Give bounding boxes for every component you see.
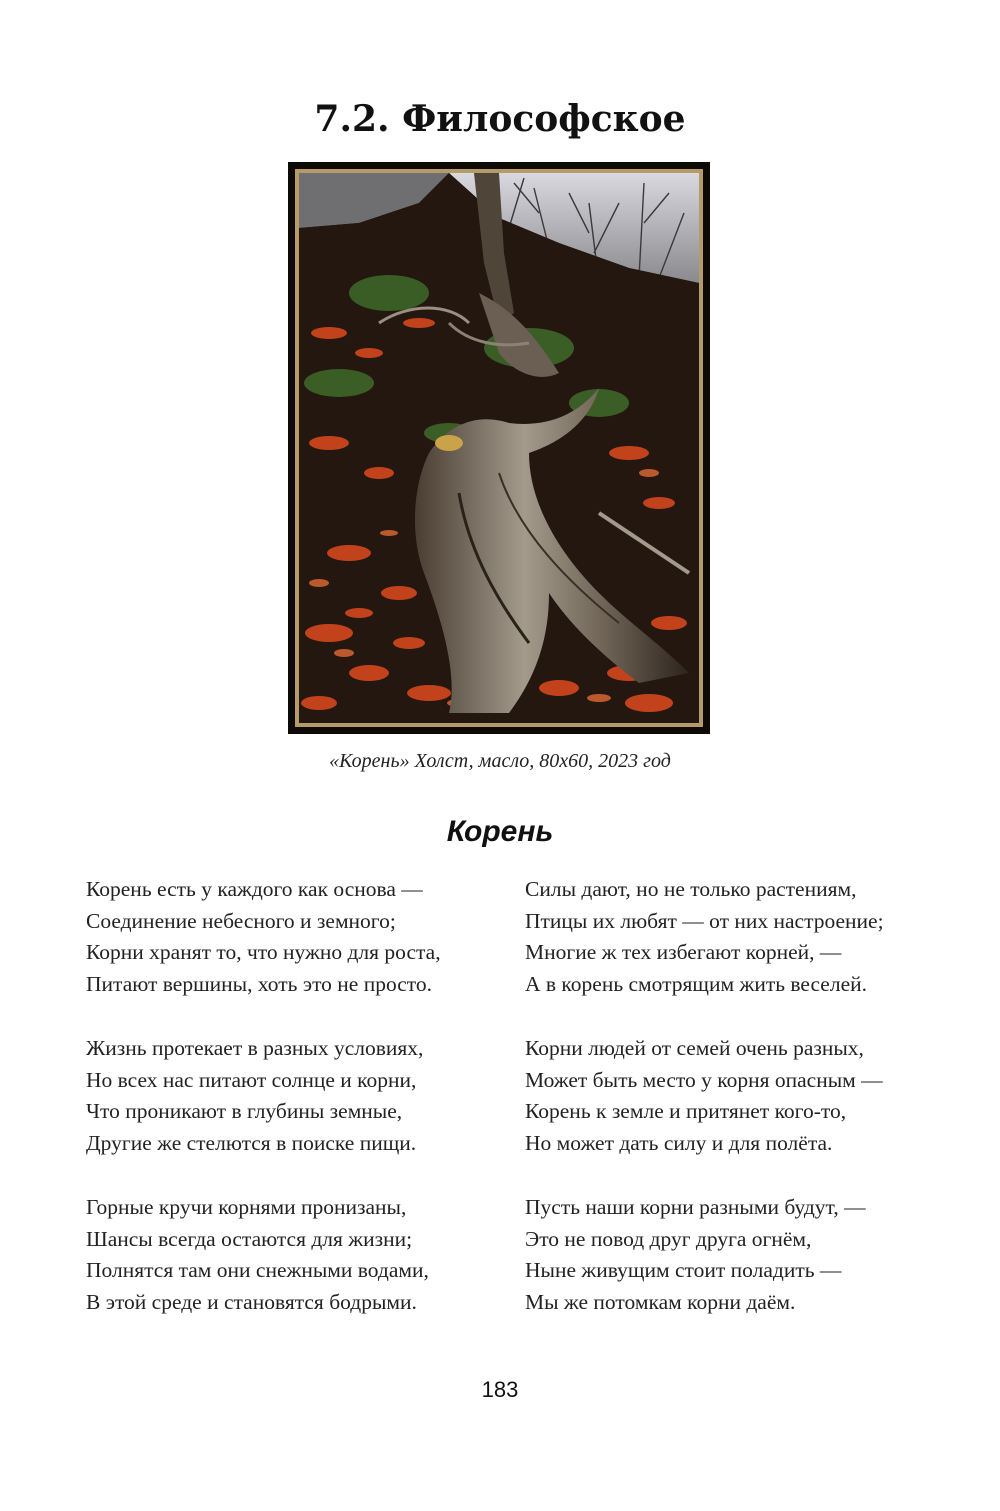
poem-line: Шансы всегда остаются для жизни; — [86, 1226, 413, 1251]
poem-line: Птицы их любят — от них настроение; — [525, 908, 884, 933]
poem-line: Силы дают, но не только растениям, — [525, 877, 857, 901]
poem-line: Пусть наши корни разными будут, — — [525, 1195, 866, 1219]
poem-line: Ныне живущим стоит поладить — — [525, 1258, 842, 1282]
poem-line: Мы же потомкам корни даём. — [525, 1289, 796, 1314]
painting-frame — [288, 162, 710, 734]
stanza — [525, 1033, 883, 1159]
poem-line: Это не повод друг друга огнём, — [525, 1226, 812, 1251]
poem-line: Соединение небесного и земного; — [86, 908, 396, 933]
poem-line: Что проникают в глубины земные, — [86, 1099, 403, 1123]
poem-line: Полнятся там они снежными водами, — [86, 1258, 429, 1282]
stanza — [525, 874, 884, 1000]
page-number: 183 — [481, 1377, 519, 1402]
painting-root-illustration — [299, 173, 699, 723]
poem-line: Другие же стелются в поиске пищи. — [86, 1130, 417, 1155]
poem-title: Корень — [446, 815, 554, 848]
section-title: 7.2. Философское — [314, 98, 686, 140]
poem-line: В этой среде и становятся бодрыми. — [86, 1289, 417, 1314]
poem-line: Но может дать силу и для полёта. — [525, 1130, 833, 1155]
stanza — [86, 874, 441, 1000]
poem-line: Многие ж тех избегают корней, — — [525, 940, 842, 964]
stanza — [86, 1192, 429, 1318]
poem-line: Корень есть у каждого как основа — — [86, 877, 423, 901]
poem-line: Питают вершины, хоть это не просто. — [86, 971, 433, 996]
poem-line: Может быть место у корня опасным — — [525, 1067, 883, 1092]
poem-line: Корни людей от семей очень разных, — [525, 1036, 864, 1060]
poem-line: Корень к земле и притянет кого-то, — [525, 1099, 847, 1123]
poem-line: Но всех нас питают солнце и корни, — [86, 1067, 417, 1092]
stanza — [525, 1192, 866, 1318]
painting-image — [295, 169, 703, 727]
poem-line: Горные кручи корнями пронизаны, — [86, 1195, 407, 1219]
poem-line: Жизнь протекает в разных условиях, — [86, 1036, 424, 1060]
poem-line: А в корень смотрящим жить веселей. — [525, 971, 868, 996]
poem-line: Корни хранят то, что нужно для роста, — [86, 940, 441, 964]
painting-caption: «Корень» Холст, масло, 80х60, 2023 год — [329, 750, 671, 772]
stanza — [86, 1033, 423, 1159]
